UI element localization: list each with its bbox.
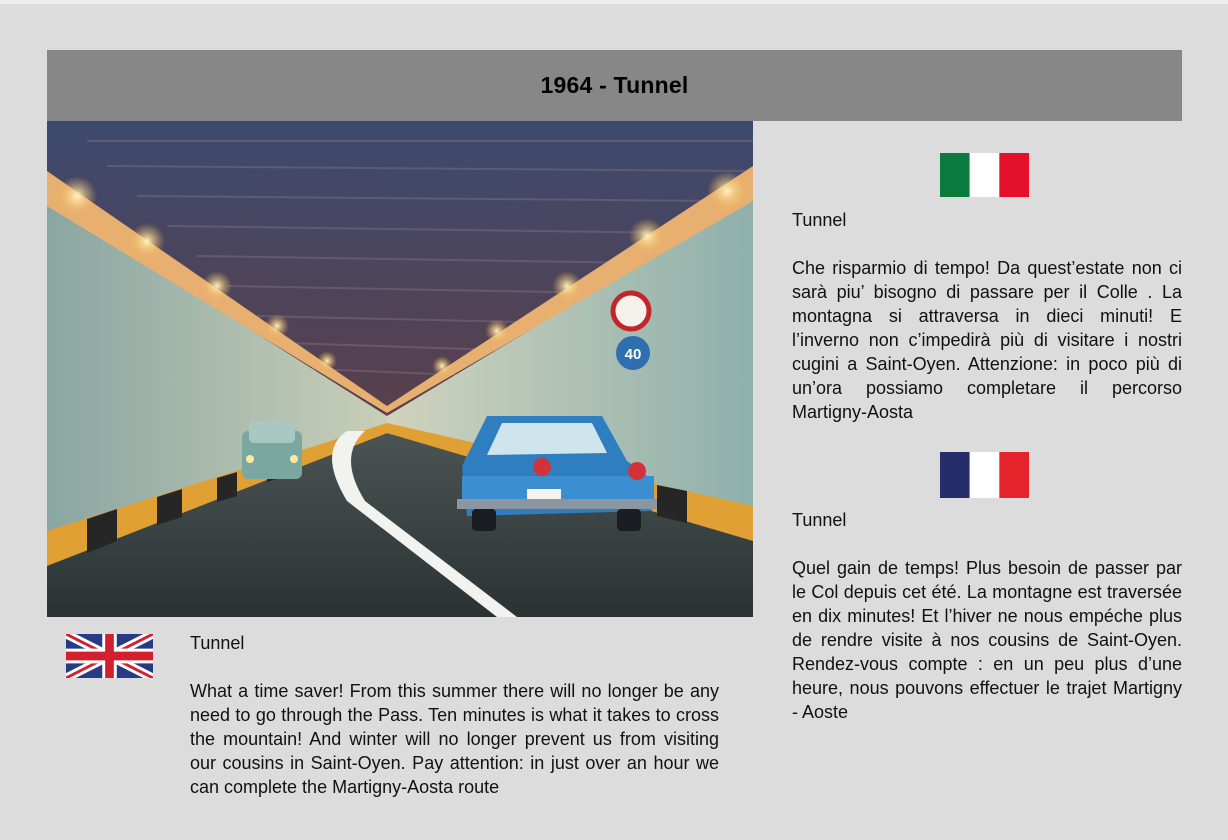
uk-flag-icon xyxy=(66,634,153,678)
title-bar xyxy=(47,50,1182,121)
french-section xyxy=(792,508,1182,724)
prohibition-sign-icon xyxy=(613,293,649,329)
english-body: What a time saver! From this summer there will no longer be any need to go through the Pass. Ten minutes is what it takes to cross the mountain! And winter will no longer prevent us from visiting our cousins in Saint-Oyen. Pay attention: in just over an hour we can complete the Martigny-Aosta route xyxy=(190,681,719,797)
italian-label: Tunnel xyxy=(792,210,847,230)
france-flag-icon xyxy=(940,452,1029,498)
tunnel-photo xyxy=(47,121,753,617)
italy-flag-icon xyxy=(940,153,1029,197)
french-body: Quel gain de temps! Plus besoin de passer par le Col depuis cet été. La montagne est traversée en dix minutes! Et l’hiver ne nous empéche plus de rendre visite à nos cousins de Saint-Oyen. Rendez-vous compte : en un peu plus d’une heure, nous pouvons effectuer le trajet Martigny - Aoste xyxy=(792,558,1182,722)
speed-sign-value: 40 xyxy=(624,346,642,363)
top-strip xyxy=(0,0,1228,4)
italian-body: Che risparmio di tempo! Da quest’estate non ci sarà piu’ bisogno di passare per il Colle . La montagna si attraversa in dieci minuti! E l’inverno non c’impedirà più di visitare i nostri cugini a Saint-Oyen. Attenzione: in poco più di un’ora possiamo completare il percorso Martigny-Aosta xyxy=(792,258,1182,422)
tunnel-illustration xyxy=(47,121,753,617)
english-label: Tunnel xyxy=(190,633,245,653)
distant-car-icon xyxy=(242,421,302,479)
english-section xyxy=(190,631,719,799)
french-label: Tunnel xyxy=(792,510,847,530)
italian-section xyxy=(792,208,1182,424)
page-title: 1964 - Tunnel xyxy=(540,72,689,98)
